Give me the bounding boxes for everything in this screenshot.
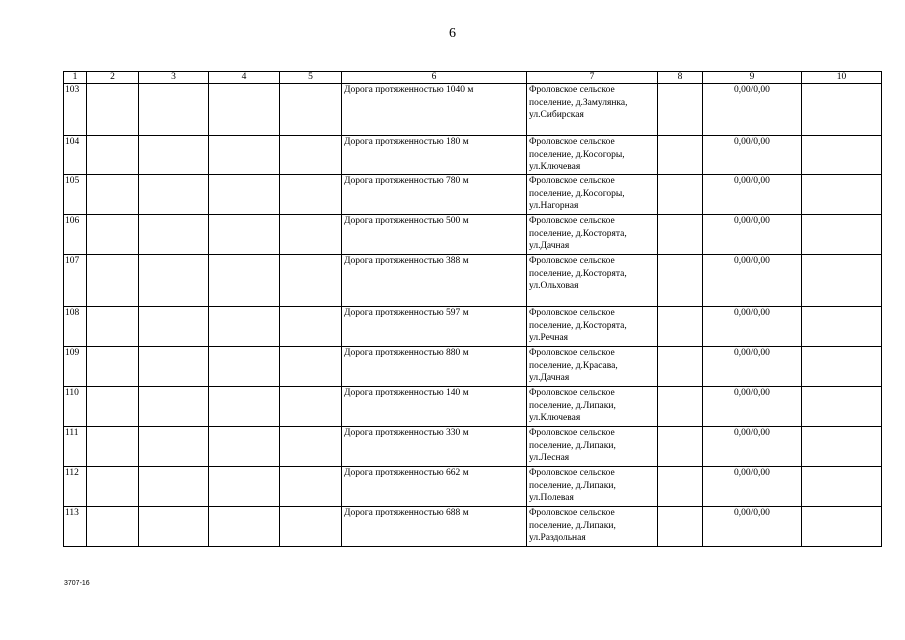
row-number: 107 bbox=[64, 255, 87, 307]
road-description: Дорога протяженностью 780 м bbox=[342, 175, 527, 215]
road-location: Фроловское сельское поселение, д.Красава, ул.Дачная bbox=[527, 347, 658, 387]
cell-col5 bbox=[280, 175, 342, 215]
cell-col4 bbox=[209, 255, 280, 307]
cell-col10 bbox=[802, 507, 882, 547]
cell-col5 bbox=[280, 347, 342, 387]
value-cell: 0,00/0,00 bbox=[703, 84, 802, 136]
cell-col5 bbox=[280, 307, 342, 347]
cell-col10 bbox=[802, 175, 882, 215]
cell-col2 bbox=[87, 136, 139, 175]
road-location: Фроловское сельское поселение, д.Косогоры, ул.Ключевая bbox=[527, 136, 658, 175]
cell-col4 bbox=[209, 307, 280, 347]
page-number: 6 bbox=[449, 26, 456, 41]
value-cell: 0,00/0,00 bbox=[703, 307, 802, 347]
cell-col4 bbox=[209, 175, 280, 215]
cell-col4 bbox=[209, 84, 280, 136]
cell-col8 bbox=[658, 507, 703, 547]
cell-col2 bbox=[87, 507, 139, 547]
row-number: 112 bbox=[64, 467, 87, 507]
cell-col10 bbox=[802, 347, 882, 387]
road-location: Фроловское сельское поселение, д.Липаки, ул.Полевая bbox=[527, 467, 658, 507]
table-row bbox=[64, 507, 882, 547]
cell-col3 bbox=[139, 507, 209, 547]
cell-col2 bbox=[87, 215, 139, 255]
table-row bbox=[64, 307, 882, 347]
column-header: 7 bbox=[527, 72, 658, 84]
cell-col8 bbox=[658, 175, 703, 215]
cell-col8 bbox=[658, 84, 703, 136]
road-description: Дорога протяженностью 597 м bbox=[342, 307, 527, 347]
table-row bbox=[64, 387, 882, 427]
row-number: 105 bbox=[64, 175, 87, 215]
road-location: Фроловское сельское поселение, д.Липаки, ул.Лесная bbox=[527, 427, 658, 467]
cell-col10 bbox=[802, 307, 882, 347]
road-description: Дорога протяженностью 880 м bbox=[342, 347, 527, 387]
road-description: Дорога протяженностью 180 м bbox=[342, 136, 527, 175]
cell-col3 bbox=[139, 427, 209, 467]
table-row bbox=[64, 84, 882, 136]
value-cell: 0,00/0,00 bbox=[703, 427, 802, 467]
road-location: Фроловское сельское поселение, д.Замулянка, ул.Сибирская bbox=[527, 84, 658, 136]
table-row bbox=[64, 136, 882, 175]
cell-col5 bbox=[280, 387, 342, 427]
row-number: 113 bbox=[64, 507, 87, 547]
cell-col5 bbox=[280, 84, 342, 136]
cell-col3 bbox=[139, 84, 209, 136]
value-cell: 0,00/0,00 bbox=[703, 347, 802, 387]
road-description: Дорога протяженностью 688 м bbox=[342, 507, 527, 547]
cell-col3 bbox=[139, 387, 209, 427]
road-location: Фроловское сельское поселение, д.Липаки, ул.Раздольная bbox=[527, 507, 658, 547]
cell-col3 bbox=[139, 347, 209, 387]
cell-col2 bbox=[87, 307, 139, 347]
column-header: 2 bbox=[87, 72, 139, 84]
cell-col2 bbox=[87, 467, 139, 507]
row-number: 106 bbox=[64, 215, 87, 255]
cell-col4 bbox=[209, 136, 280, 175]
column-header: 9 bbox=[703, 72, 802, 84]
road-description: Дорога протяженностью 662 м bbox=[342, 467, 527, 507]
cell-col10 bbox=[802, 387, 882, 427]
cell-col2 bbox=[87, 427, 139, 467]
cell-col5 bbox=[280, 255, 342, 307]
column-header: 8 bbox=[658, 72, 703, 84]
cell-col3 bbox=[139, 215, 209, 255]
cell-col3 bbox=[139, 175, 209, 215]
cell-col4 bbox=[209, 215, 280, 255]
row-number: 110 bbox=[64, 387, 87, 427]
cell-col4 bbox=[209, 387, 280, 427]
cell-col8 bbox=[658, 427, 703, 467]
cell-col4 bbox=[209, 347, 280, 387]
cell-col2 bbox=[87, 175, 139, 215]
cell-col2 bbox=[87, 255, 139, 307]
cell-col2 bbox=[87, 347, 139, 387]
row-number: 111 bbox=[64, 427, 87, 467]
road-description: Дорога протяженностью 500 м bbox=[342, 215, 527, 255]
row-number: 109 bbox=[64, 347, 87, 387]
document-code: 3707-16 bbox=[64, 580, 90, 587]
road-description: Дорога протяженностью 330 м bbox=[342, 427, 527, 467]
cell-col2 bbox=[87, 84, 139, 136]
property-registry-table bbox=[63, 71, 882, 547]
value-cell: 0,00/0,00 bbox=[703, 467, 802, 507]
road-location: Фроловское сельское поселение, д.Косторята, ул.Дачная bbox=[527, 215, 658, 255]
table-row bbox=[64, 175, 882, 215]
cell-col3 bbox=[139, 136, 209, 175]
column-header: 10 bbox=[802, 72, 882, 84]
cell-col3 bbox=[139, 307, 209, 347]
road-location: Фроловское сельское поселение, д.Липаки, ул.Ключевая bbox=[527, 387, 658, 427]
column-header: 1 bbox=[64, 72, 87, 84]
column-header: 5 bbox=[280, 72, 342, 84]
cell-col4 bbox=[209, 427, 280, 467]
cell-col4 bbox=[209, 467, 280, 507]
cell-col2 bbox=[87, 387, 139, 427]
cell-col3 bbox=[139, 467, 209, 507]
column-header: 6 bbox=[342, 72, 527, 84]
cell-col8 bbox=[658, 467, 703, 507]
value-cell: 0,00/0,00 bbox=[703, 507, 802, 547]
row-number: 103 bbox=[64, 84, 87, 136]
cell-col8 bbox=[658, 347, 703, 387]
cell-col5 bbox=[280, 136, 342, 175]
road-description: Дорога протяженностью 388 м bbox=[342, 255, 527, 307]
cell-col10 bbox=[802, 136, 882, 175]
cell-col8 bbox=[658, 215, 703, 255]
road-description: Дорога протяженностью 140 м bbox=[342, 387, 527, 427]
cell-col10 bbox=[802, 215, 882, 255]
column-number-row bbox=[64, 72, 882, 84]
cell-col8 bbox=[658, 255, 703, 307]
value-cell: 0,00/0,00 bbox=[703, 387, 802, 427]
table-row bbox=[64, 467, 882, 507]
row-number: 104 bbox=[64, 136, 87, 175]
road-location: Фроловское сельское поселение, д.Косторята, ул.Речная bbox=[527, 307, 658, 347]
table-row bbox=[64, 347, 882, 387]
value-cell: 0,00/0,00 bbox=[703, 215, 802, 255]
cell-col5 bbox=[280, 467, 342, 507]
cell-col10 bbox=[802, 84, 882, 136]
column-header: 4 bbox=[209, 72, 280, 84]
road-location: Фроловское сельское поселение, д.Косогоры, ул.Нагорная bbox=[527, 175, 658, 215]
cell-col4 bbox=[209, 507, 280, 547]
cell-col10 bbox=[802, 467, 882, 507]
table-row bbox=[64, 255, 882, 307]
cell-col8 bbox=[658, 387, 703, 427]
row-number: 108 bbox=[64, 307, 87, 347]
road-description: Дорога протяженностью 1040 м bbox=[342, 84, 527, 136]
cell-col5 bbox=[280, 215, 342, 255]
cell-col5 bbox=[280, 427, 342, 467]
cell-col3 bbox=[139, 255, 209, 307]
cell-col5 bbox=[280, 507, 342, 547]
road-location: Фроловское сельское поселение, д.Косторята, ул.Ольховая bbox=[527, 255, 658, 307]
cell-col8 bbox=[658, 136, 703, 175]
value-cell: 0,00/0,00 bbox=[703, 136, 802, 175]
table-row bbox=[64, 427, 882, 467]
cell-col8 bbox=[658, 307, 703, 347]
cell-col10 bbox=[802, 427, 882, 467]
table-row bbox=[64, 215, 882, 255]
value-cell: 0,00/0,00 bbox=[703, 175, 802, 215]
cell-col10 bbox=[802, 255, 882, 307]
column-header: 3 bbox=[139, 72, 209, 84]
value-cell: 0,00/0,00 bbox=[703, 255, 802, 307]
